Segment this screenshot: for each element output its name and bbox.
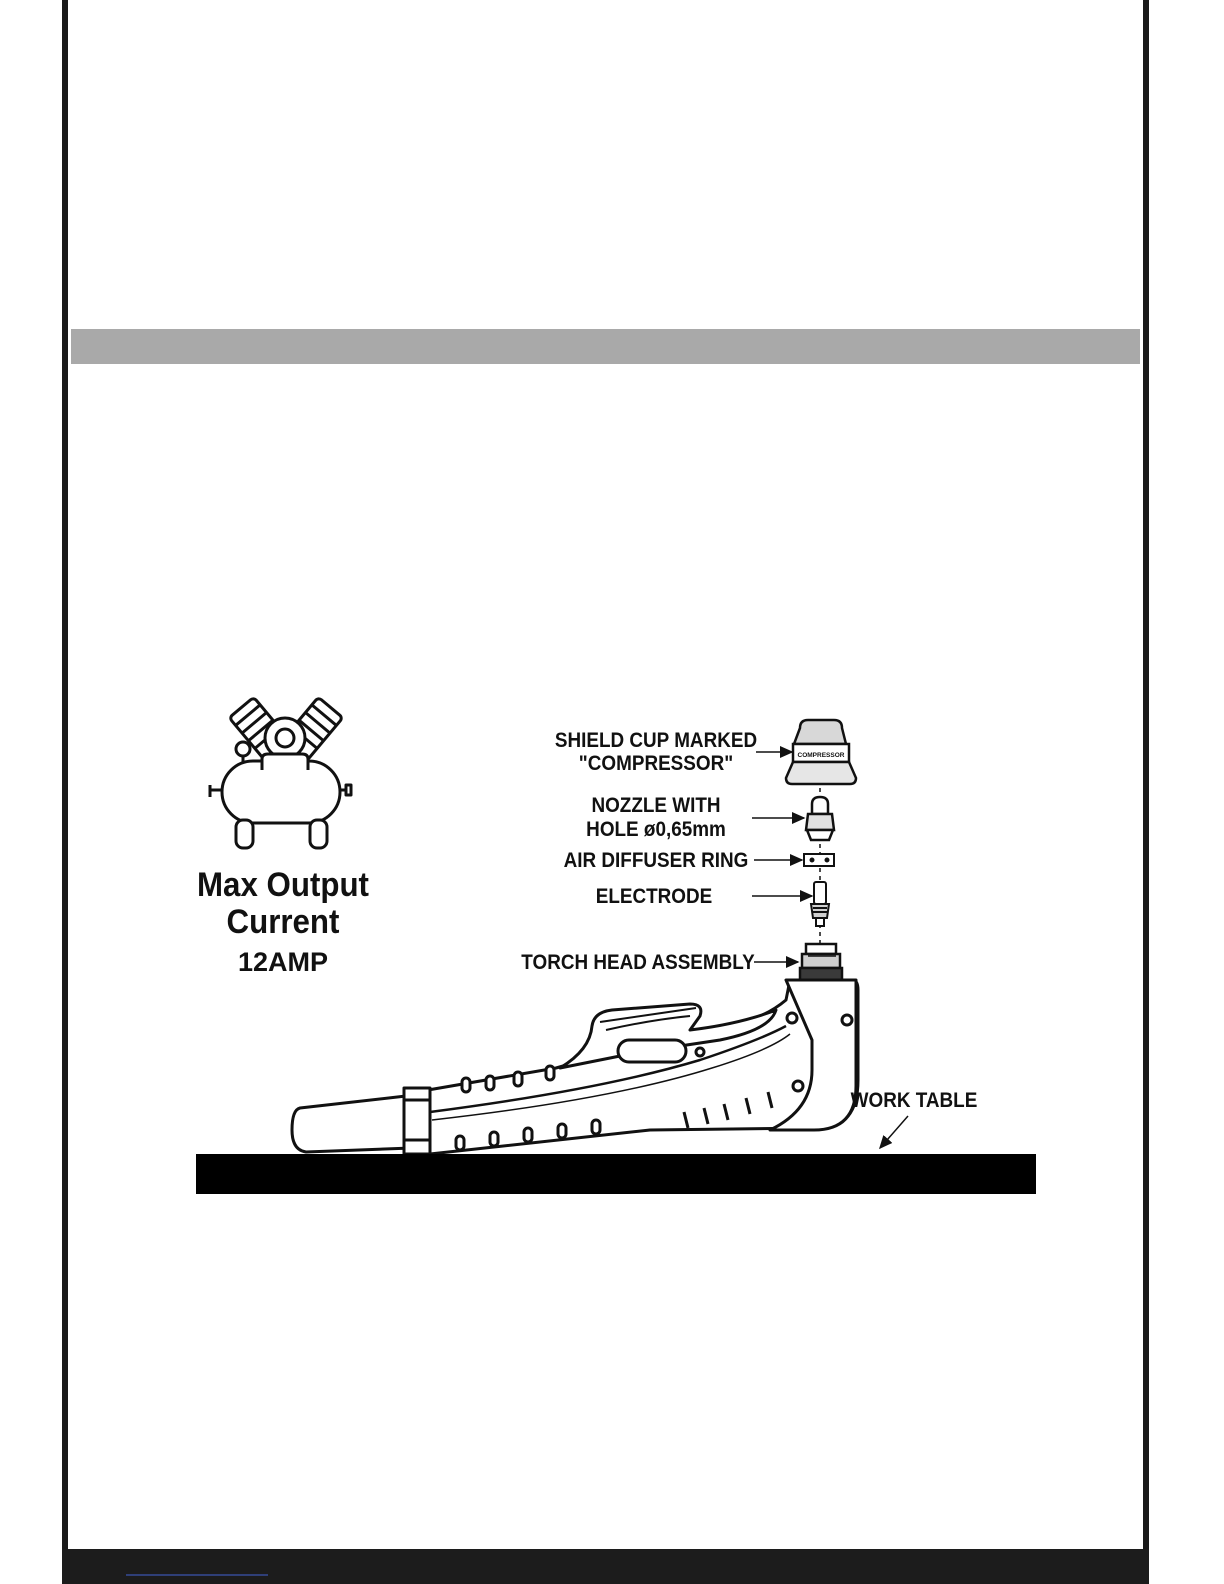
work-table-label: WORK TABLE [850,1089,978,1113]
work-table-leader [880,1116,908,1148]
air-diffuser-ring-part [804,854,834,866]
nozzle-label-line2: HOLE ø0,65mm [586,818,726,842]
shield-cup-marking: COMPRESSOR [797,752,845,759]
nozzle-label-line1: NOZZLE WITH [591,794,721,818]
air-diffuser-ring-label: AIR DIFFUSER RING [563,849,749,873]
amperage-value: 12AMP [237,947,329,977]
torch-head-assembly-part [800,944,842,980]
max-output-label-line1: Max Output [197,864,369,904]
electrode-part [811,882,829,926]
work-table [196,1154,1036,1194]
shield-cup-label-line1: SHIELD CUP MARKED [554,729,758,753]
torch-head-assembly-label: TORCH HEAD ASSEMBLY [521,951,755,975]
max-output-label-line2: Current [226,901,340,941]
plasma-torch-icon [292,980,858,1154]
electrode-label: ELECTRODE [595,885,713,909]
nozzle-part [806,797,834,840]
air-compressor-icon [210,697,351,848]
shield-cup-part [786,720,856,784]
shield-cup-label-line2: "COMPRESSOR" [578,752,734,776]
